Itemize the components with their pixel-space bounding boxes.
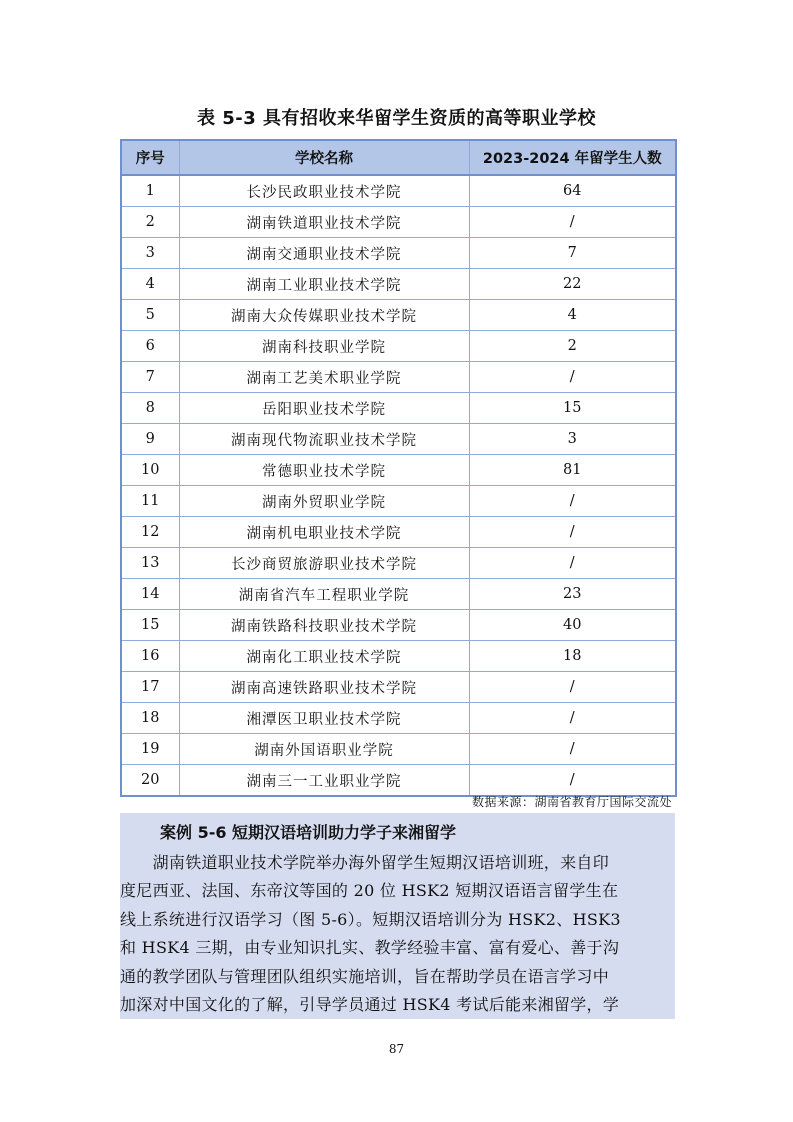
row-student-count: / [469, 362, 676, 393]
row-index: 10 [121, 455, 179, 486]
case-text-line: 度尼西亚、法国、东帝汶等国的 20 位 HSK2 短期汉语语言留学生在 [120, 881, 619, 900]
table-row [121, 641, 676, 672]
row-index: 16 [121, 641, 179, 672]
row-school-name: 湖南交通职业技术学院 [179, 238, 469, 269]
table-row [121, 331, 676, 362]
row-student-count: 3 [469, 424, 676, 455]
row-student-count: 40 [469, 610, 676, 641]
row-index: 17 [121, 672, 179, 703]
row-school-name: 湖南科技职业学院 [179, 331, 469, 362]
row-index: 4 [121, 269, 179, 300]
case-text-line: 通的教学团队与管理团队组织实施培训，旨在帮助学员在语言学习中 [120, 967, 610, 986]
row-index: 18 [121, 703, 179, 734]
schools-table [120, 139, 677, 797]
case-box [120, 813, 675, 1019]
row-school-name: 长沙民政职业技术学院 [179, 175, 469, 207]
page-number: 87 [388, 1042, 405, 1056]
row-index: 12 [121, 517, 179, 548]
row-student-count: / [469, 703, 676, 734]
table-row [121, 672, 676, 703]
table-row [121, 362, 676, 393]
table-row [121, 486, 676, 517]
row-student-count: 18 [469, 641, 676, 672]
table-row [121, 455, 676, 486]
table-row [121, 703, 676, 734]
case-text-line: 线上系统进行汉语学习（图 5-6）。短期汉语培训分为 HSK2、HSK3 [120, 910, 621, 929]
header-index: 序号 [121, 140, 179, 175]
row-index: 1 [121, 175, 179, 207]
table-row [121, 207, 676, 238]
row-school-name: 湖南铁路科技职业技术学院 [179, 610, 469, 641]
row-school-name: 岳阳职业技术学院 [179, 393, 469, 424]
row-student-count: / [469, 207, 676, 238]
row-school-name: 湘潭医卫职业技术学院 [179, 703, 469, 734]
row-school-name: 湖南大众传媒职业技术学院 [179, 300, 469, 331]
row-school-name: 常德职业技术学院 [179, 455, 469, 486]
row-index: 14 [121, 579, 179, 610]
table-row [121, 734, 676, 765]
row-student-count: / [469, 672, 676, 703]
row-school-name: 湖南三一工业职业学院 [179, 765, 469, 797]
row-student-count: / [469, 517, 676, 548]
case-text-line: 湖南铁道职业技术学院举办海外留学生短期汉语培训班，来自印 [120, 853, 610, 872]
row-school-name: 湖南高速铁路职业技术学院 [179, 672, 469, 703]
row-index: 6 [121, 331, 179, 362]
row-index: 15 [121, 610, 179, 641]
table-row [121, 610, 676, 641]
row-student-count: 7 [469, 238, 676, 269]
row-school-name: 湖南工业职业技术学院 [179, 269, 469, 300]
row-school-name: 湖南铁道职业技术学院 [179, 207, 469, 238]
row-index: 2 [121, 207, 179, 238]
header-student-count: 2023-2024 年留学生人数 [469, 140, 676, 175]
row-student-count: / [469, 734, 676, 765]
row-school-name: 湖南省汽车工程职业学院 [179, 579, 469, 610]
row-student-count: 22 [469, 269, 676, 300]
row-student-count: 15 [469, 393, 676, 424]
row-school-name: 湖南机电职业技术学院 [179, 517, 469, 548]
table-header-row [121, 140, 676, 175]
row-index: 7 [121, 362, 179, 393]
row-index: 3 [121, 238, 179, 269]
row-student-count: / [469, 548, 676, 579]
row-student-count: 4 [469, 300, 676, 331]
row-student-count: 2 [469, 331, 676, 362]
table-row [121, 269, 676, 300]
row-student-count: / [469, 486, 676, 517]
table-row [121, 238, 676, 269]
row-index: 5 [121, 300, 179, 331]
table-row [121, 548, 676, 579]
row-school-name: 湖南现代物流职业技术学院 [179, 424, 469, 455]
row-index: 20 [121, 765, 179, 797]
header-school-name: 学校名称 [179, 140, 469, 175]
row-school-name: 湖南化工职业技术学院 [179, 641, 469, 672]
row-index: 13 [121, 548, 179, 579]
table-row [121, 424, 676, 455]
table-row [121, 765, 676, 797]
table-row [121, 175, 676, 207]
table-row [121, 517, 676, 548]
row-school-name: 长沙商贸旅游职业技术学院 [179, 548, 469, 579]
table-row [121, 393, 676, 424]
row-student-count: / [469, 765, 676, 797]
row-school-name: 湖南外国语职业学院 [179, 734, 469, 765]
data-source: 数据来源：湖南省教育厅国际交流处 [471, 795, 672, 809]
table-row [121, 300, 676, 331]
case-text-line: 和 HSK4 三期，由专业知识扎实、教学经验丰富、富有爱心、善于沟 [120, 938, 620, 957]
row-student-count: 81 [469, 455, 676, 486]
row-school-name: 湖南工艺美术职业学院 [179, 362, 469, 393]
row-index: 19 [121, 734, 179, 765]
row-student-count: 64 [469, 175, 676, 207]
row-index: 9 [121, 424, 179, 455]
table-title: 表 5-3 具有招收来华留学生资质的高等职业学校 [196, 108, 597, 129]
table-row [121, 579, 676, 610]
row-school-name: 湖南外贸职业学院 [179, 486, 469, 517]
row-index: 8 [121, 393, 179, 424]
row-index: 11 [121, 486, 179, 517]
case-title: 案例 5-6 短期汉语培训助力学子来湘留学 [160, 823, 457, 842]
row-student-count: 23 [469, 579, 676, 610]
case-text-line: 加深对中国文化的了解，引导学员通过 HSK4 考试后能来湘留学，学 [120, 995, 620, 1014]
